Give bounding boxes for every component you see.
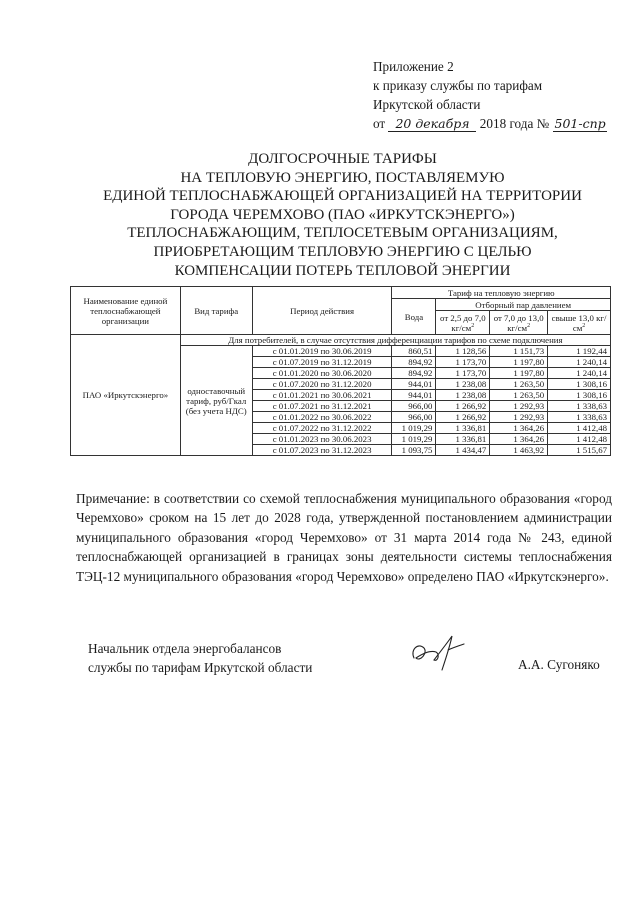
header-steam-2: от 7,0 до 13,0 $кг/см^2$ bbox=[490, 311, 548, 335]
steam1-cell: 1 434,47 bbox=[436, 445, 490, 456]
appendix-date-line bbox=[373, 114, 607, 133]
steam3-cell: 1 338,63 bbox=[548, 412, 611, 423]
header-period: Период действия bbox=[252, 287, 392, 335]
steam1-cell: 1 173,70 bbox=[436, 368, 490, 379]
period-cell: с 01.07.2022 по 31.12.2022 bbox=[252, 423, 392, 434]
note-paragraph: Примечание: в соответствии со схемой теплоснабжения муниципального образования «город Черемхово» сроком на 15 лет до 2028 года, утвержденной постановлением администрации муниципального образования «город Черемхово» от 31 марта 2014 года № 243, единой теплоснабжающей организацией в границах зоны деятельности системы теплоснабжения ТЭЦ-12 муниципального образования «город Черемхово» определено ПАО «Иркутскэнерго». bbox=[76, 491, 612, 584]
steam3-cell: 1 338,63 bbox=[548, 401, 611, 412]
handwritten-date: 20 декабря bbox=[388, 117, 476, 132]
water-cell: 944,01 bbox=[392, 390, 436, 401]
steam2-cell: 1 364,26 bbox=[490, 434, 548, 445]
appendix-line-1: Приложение 2 bbox=[373, 59, 454, 74]
from-label: от bbox=[373, 116, 386, 131]
steam1-cell: 1 266,92 bbox=[436, 412, 490, 423]
period-cell: с 01.01.2023 по 30.06.2023 bbox=[252, 434, 392, 445]
steam3-cell: 1 412,48 bbox=[548, 423, 611, 434]
signatory-line-1: Начальник отдела энергобалансов bbox=[88, 641, 282, 656]
header-steam-group: Отборный пар давлением bbox=[436, 299, 611, 311]
steam2-cell: 1 151,73 bbox=[490, 346, 548, 357]
title-line: ТЕПЛОСНАБЖАЮЩИМ, ТЕПЛОСЕТЕВЫМ ОРГАНИЗАЦИЯМ, bbox=[127, 225, 558, 242]
period-cell: с 01.01.2019 по 30.06.2019 bbox=[252, 346, 392, 357]
steam2-cell: 1 197,80 bbox=[490, 368, 548, 379]
water-cell: 966,00 bbox=[392, 401, 436, 412]
signatory-name: А.А. Сугоняко bbox=[518, 657, 600, 672]
steam1-cell: 1 173,70 bbox=[436, 357, 490, 368]
period-cell: с 01.01.2020 по 30.06.2020 bbox=[252, 368, 392, 379]
title-line: ЕДИНОЙ ТЕПЛОСНАБЖАЮЩЕЙ ОРГАНИЗАЦИЕЙ НА ТЕРРИТОРИИ bbox=[103, 188, 582, 205]
steam2-cell: 1 197,80 bbox=[490, 357, 548, 368]
steam2-cell: 1 292,93 bbox=[490, 412, 548, 423]
steam1-cell: 1 336,81 bbox=[436, 423, 490, 434]
steam3-cell: 1 412,48 bbox=[548, 434, 611, 445]
steam3-cell: 1 192,44 bbox=[548, 346, 611, 357]
tariff-type-cell: одноставочный тариф, руб/Гкал (без учета НДС) bbox=[180, 346, 252, 456]
water-cell: 860,51 bbox=[392, 346, 436, 357]
period-cell: с 01.07.2019 по 31.12.2019 bbox=[252, 357, 392, 368]
period-cell: с 01.07.2020 по 31.12.2020 bbox=[252, 379, 392, 390]
header-tariff-type: Вид тарифа bbox=[180, 287, 252, 335]
water-cell: 944,01 bbox=[392, 379, 436, 390]
tariff-table bbox=[70, 286, 611, 456]
signatory-line-2: службы по тарифам Иркутской области bbox=[88, 659, 313, 675]
title-line: ДОЛГОСРОЧНЫЕ ТАРИФЫ bbox=[248, 151, 437, 167]
steam3-cell: 1 308,16 bbox=[548, 390, 611, 401]
period-cell: с 01.07.2023 по 31.12.2023 bbox=[252, 445, 392, 456]
header-steam-3: свыше 13,0 $кг/см^2$ bbox=[548, 311, 611, 335]
water-cell: 1 019,29 bbox=[392, 434, 436, 445]
steam2-cell: 1 263,50 bbox=[490, 390, 548, 401]
appendix-header bbox=[373, 57, 607, 133]
steam1-cell: 1 336,81 bbox=[436, 434, 490, 445]
header-org: Наименование единой теплоснабжающей организации bbox=[71, 287, 181, 335]
water-cell: 1 019,29 bbox=[392, 423, 436, 434]
header-water: Вода bbox=[392, 299, 436, 335]
period-cell: с 01.01.2022 по 30.06.2022 bbox=[252, 412, 392, 423]
title-line: КОМПЕНСАЦИИ ПОТЕРЬ ТЕПЛОВОЙ ЭНЕРГИИ bbox=[174, 262, 511, 279]
appendix-line-2: к приказу службы по тарифам bbox=[373, 78, 543, 93]
title-line: ГОРОДА ЧЕРЕМХОВО (ПАО «ИРКУТСКЭНЕРГО») bbox=[170, 206, 515, 223]
steam3-cell: 1 240,14 bbox=[548, 368, 611, 379]
water-cell: 1 093,75 bbox=[392, 445, 436, 456]
steam2-cell: 1 263,50 bbox=[490, 379, 548, 390]
water-cell: 966,00 bbox=[392, 412, 436, 423]
steam1-cell: 1 266,92 bbox=[436, 401, 490, 412]
steam3-cell: 1 308,16 bbox=[548, 379, 611, 390]
signatory-title bbox=[88, 640, 312, 677]
steam1-cell: 1 238,08 bbox=[436, 390, 490, 401]
header-steam-1: от 2,5 до 7,0 $кг/см^2$ bbox=[436, 311, 490, 335]
water-cell: 894,92 bbox=[392, 357, 436, 368]
header-tariff-group: Тариф на тепловую энергию bbox=[392, 287, 611, 299]
appendix-line-3: Иркутской области bbox=[373, 97, 481, 112]
steam3-cell: 1 240,14 bbox=[548, 357, 611, 368]
steam3-cell: 1 515,67 bbox=[548, 445, 611, 456]
period-cell: с 01.07.2021 по 31.12.2021 bbox=[252, 401, 392, 412]
period-cell: с 01.01.2021 по 30.06.2021 bbox=[252, 390, 392, 401]
year-text: 2018 года № bbox=[479, 116, 550, 131]
org-name-cell: ПАО «Иркутскэнерго» bbox=[71, 335, 181, 456]
steam2-cell: 1 364,26 bbox=[490, 423, 548, 434]
handwritten-number: 501-спр bbox=[554, 116, 606, 131]
document-title bbox=[80, 150, 605, 280]
water-cell: 894,92 bbox=[392, 368, 436, 379]
title-line: ПРИОБРЕТАЮЩИМ ТЕПЛОВУЮ ЭНЕРГИЮ С ЦЕЛЬЮ bbox=[153, 243, 532, 260]
steam1-cell: 1 238,08 bbox=[436, 379, 490, 390]
title-line: НА ТЕПЛОВУЮ ЭНЕРГИЮ, ПОСТАВЛЯЕМУЮ bbox=[180, 169, 505, 186]
steam1-cell: 1 128,56 bbox=[436, 346, 490, 357]
steam2-cell: 1 463,92 bbox=[490, 445, 548, 456]
handwritten-signature bbox=[408, 628, 468, 672]
consumer-subheader: Для потребителей, в случае отсутствия дифференциации тарифов по схеме подключения bbox=[180, 335, 610, 346]
steam2-cell: 1 292,93 bbox=[490, 401, 548, 412]
